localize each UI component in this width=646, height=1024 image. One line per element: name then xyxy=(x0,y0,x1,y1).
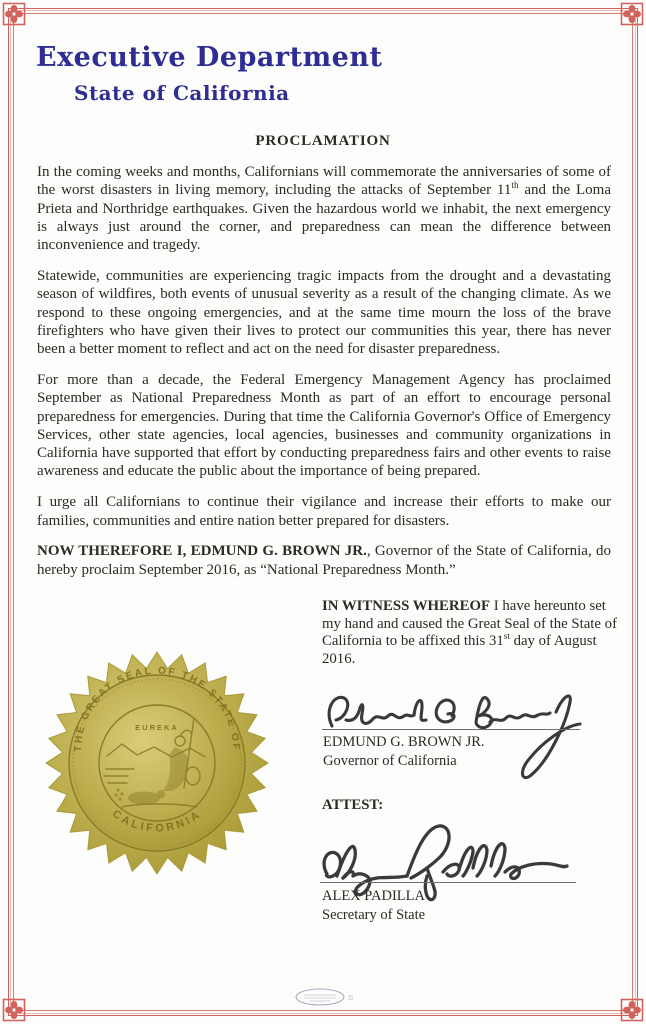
paragraph-3: For more than a decade, the Federal Emergency Management Agency has proclaimed September as National Preparedness Month as part of an effort to encourage personal preparedness for emergencies. During that time the California Governor's Office of Emergency Services, other state agencies, local agencies, businesses and community organizations in California have supported that effort by conducting preparedness fairs and other events to raise awareness and educate the public about the importance of being prepared. xyxy=(37,371,611,480)
attest-label: ATTEST: xyxy=(322,797,384,813)
seal-ring-text-bottom: CALIFORNIA xyxy=(109,807,205,835)
corner-ornament-top-left xyxy=(2,2,26,26)
witness-clause xyxy=(322,598,618,668)
corner-ornament-bottom-left xyxy=(2,998,26,1022)
paragraph-2: Statewide, communities are experiencing tragic impacts from the drought and a devastating season of wildfires, both events of unusual severity as a result of the changing climate. As we respond to these ongoing emergencies, and at the same time mourn the loss of the brave firefighters who have given their lives to protect our communities this year, there has never been a better moment to reflect and act on the need for disaster preparedness. xyxy=(37,267,611,358)
governor-signature-line xyxy=(322,729,580,730)
secretary-title: Secretary of State xyxy=(322,907,426,923)
proclaiming-clause-bold: NOW THEREFORE I, EDMUND G. BROWN JR. xyxy=(37,543,367,560)
union-printer-bug-icon xyxy=(292,986,356,1008)
paragraph-1-text: In the coming weeks and months, Californians will commemorate the anniversaries of some of the worst disasters in living memory, including the attacks of September 11 xyxy=(37,164,611,199)
great-seal-of-california xyxy=(44,650,270,876)
paragraph-5 xyxy=(37,542,611,579)
witness-clause-text: I have hereunto set my hand and caused the Great Seal of the State of California to be affixed this 31 xyxy=(322,598,618,650)
witness-day-superscript: st xyxy=(503,631,510,642)
corner-ornament-bottom-right xyxy=(620,998,644,1022)
witness-clause-bold: IN WITNESS WHEREOF xyxy=(322,598,491,614)
paragraph-4: I urge all Californians to continue their vigilance and increase their efforts to make our families, communities and entire nation better prepared for disasters. xyxy=(37,494,611,529)
secretary-name: ALEX PADILLA xyxy=(322,888,425,904)
seal-motto-eureka: EUREKA xyxy=(135,723,179,732)
governor-title: Governor of California xyxy=(323,753,457,769)
letterhead-department: Executive Department xyxy=(36,42,383,73)
seal-ring-text-top: THE GREAT SEAL OF THE STATE OF xyxy=(72,665,242,752)
witness-clause-text-cont: day of August 2016. xyxy=(322,633,597,667)
letterhead-state: State of California xyxy=(74,81,290,105)
proclaiming-clause-rest: , Governor of the State of California, do hereby proclaim September 2016, as “National Preparedness Month.” xyxy=(37,543,611,578)
corner-ornament-top-right xyxy=(620,2,644,26)
secretary-signature-line xyxy=(320,882,576,883)
body-text xyxy=(37,163,611,591)
paragraph-1-ordinal-superscript: th xyxy=(511,181,519,192)
page-title: PROCLAMATION xyxy=(255,133,391,149)
governor-name: EDMUND G. BROWN JR. xyxy=(323,734,485,750)
paragraph-1-text-cont: and the Loma Prieta and Northridge earthquakes. Given the hazardous world we inhabit, the next emergency is always just around the corner, and preparedness can mean the difference between inconvenience and tragedy. xyxy=(37,182,611,254)
paragraph-1 xyxy=(37,163,611,254)
